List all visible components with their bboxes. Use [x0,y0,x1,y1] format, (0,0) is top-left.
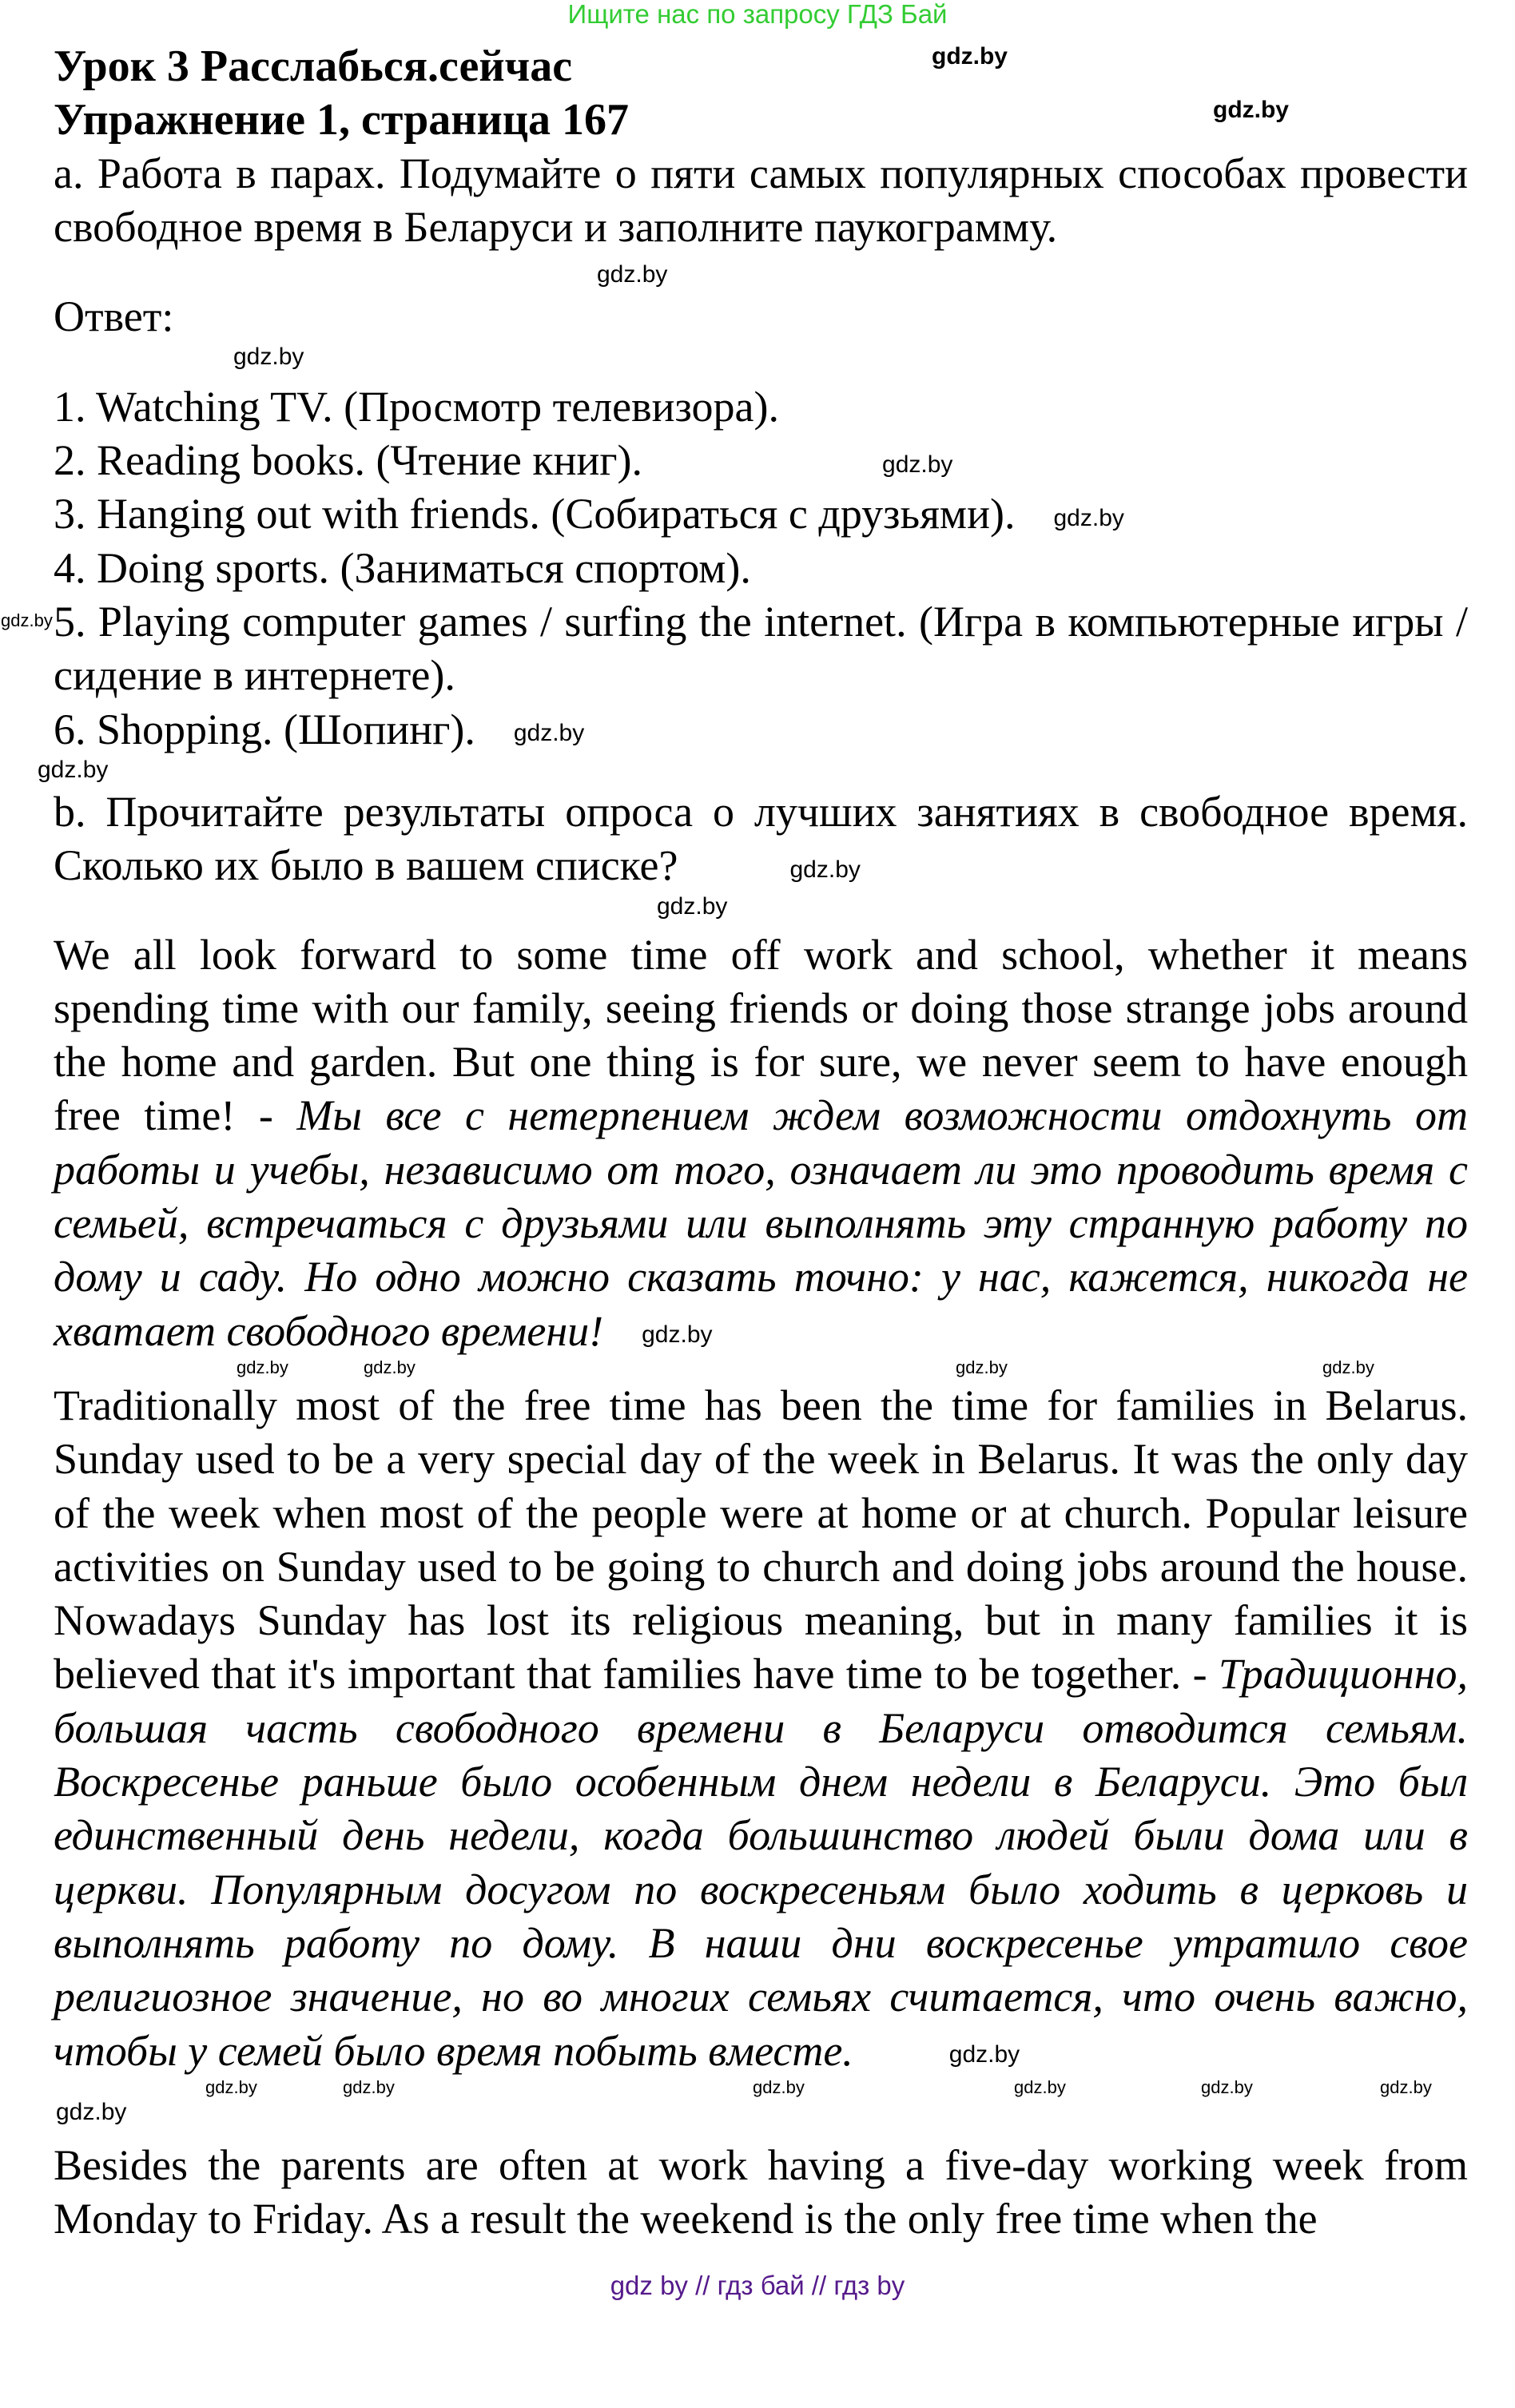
watermark: gdz.by [343,2076,395,2097]
paragraph-translation: Мы все с нетерпением ждем возможности отдохнуть от работы и учебы, независимо от того, означает ли это проводить время с семьей, встречаться с друзьями или выполнять эту странную работу по дому и саду. Но одно можно сказать точно: у нас, кажется, никогда не хватает свободного времени! [54,1091,1469,1355]
watermark: gdz.by [597,260,668,288]
task-a [54,147,1468,255]
answer-label: Ответ: [54,292,174,340]
watermark: gdz.by [233,343,304,370]
watermark: gdz.by [657,892,728,920]
watermark: gdz.by [1014,2076,1066,2097]
list-item [54,542,1468,595]
watermark: gdz.by [237,1357,288,1377]
watermark-row [54,893,1468,922]
watermark-row [54,344,1468,372]
task-b-sentence: b. Прочитайте результаты опроса о лучших занятиях в свободное время. Сколько их было в вашем списке? [54,787,1468,890]
watermark: gdz.by [56,2098,127,2125]
watermark-row [38,756,1468,785]
watermark-row [54,2099,1468,2128]
lesson-title-line [54,40,1468,93]
answer-list [1,380,1468,757]
watermark: gdz.by [642,1321,713,1349]
watermark: gdz.by [1053,505,1124,532]
footer-links[interactable]: gdz by // гдз бай // гдз by [610,2271,905,2301]
paragraph [54,1379,1468,2078]
watermark: gdz.by [1322,1357,1374,1377]
list-item [54,434,1468,487]
paragraph [54,928,1468,1358]
lesson-title: Урок 3 Расслабься.сейчас [54,42,573,91]
exercise-title-line [54,93,1468,147]
watermark: gdz.by [789,856,861,883]
paragraph-english: Traditionally most of the free time has been the time for families in Belarus. Sunday used to be a very special day of the week in Belarus. It was the only day of the week when most of the people were at home or at church. Popular leisure activities on Sunday used to be going to church and doing jobs around the house. Nowadays Sunday has lost its religious meaning, but in many families it is believed that it's important that families have time to be together. - [54,1381,1468,1699]
watermark: gdz.by [38,756,109,783]
watermark: gdz.by [1201,2076,1253,2097]
content-column [1,29,1469,2246]
paragraph-translation: Традиционно, большая часть свободного времени в Беларуси отводится семьям. Воскресенье раньше было особенным днем недели в Беларуси. Это был единственный день недели, когда большинство людей были дома или в церкви. Популярным досугом по воскресеньям было ходить в церковь и выполнять работу по дому. В наши дни воскресенье утратило свое религиозное значение, но во многих семьях считается, что очень важно, чтобы у семей было время побыть вместе. [54,1650,1468,2075]
watermark: gdz.by [364,1357,416,1377]
list-item-text: 4. Doing sports. (Заниматься спортом). [54,543,751,592]
list-item [1,595,1468,703]
list-item [54,703,1468,757]
watermark: gdz.by [513,720,585,747]
task-b-text [54,785,1468,893]
list-item-text: 6. Shopping. (Шопинг). [54,705,475,753]
watermark-row [54,261,1468,290]
task-b [54,785,1468,893]
watermark: gdz.by [1213,97,1289,123]
list-item-text: 3. Hanging out with friends. (Собираться с друзьями). [54,490,1016,538]
list-item [54,380,1468,434]
reading-text [54,928,1468,2099]
paragraph-english: We all look forward to some time off work and school, whether it means spending time with our family, seeing friends or doing those strange jobs around the home and garden. But one thing is for sure, we never seem to have enough free time! - [54,930,1468,1140]
watermark-row [54,2078,1468,2099]
watermark: gdz.by [205,2076,257,2097]
list-item-text: 2. Reading books. (Чтение книг). [54,436,643,485]
watermark: gdz.by [882,451,953,478]
list-item-text: 5. Playing computer games / surfing the internet. (Игра в компьютерные игры /сидение в интернете). [54,598,1468,700]
watermark: gdz.by [753,2076,805,2097]
list-item [54,487,1468,541]
watermark: gdz.by [1,610,53,631]
watermark: gdz.by [932,43,1008,70]
reading-text-continued [54,2139,1468,2247]
watermark: gdz.by [1380,2076,1432,2097]
task-a-text: a. Работа в парах. Подумайте о пяти самых популярных способах провести свободное время в Беларуси и заполните паукограмму. [54,149,1468,252]
watermark: gdz.by [948,2041,1020,2068]
watermark-row [54,1358,1468,1379]
search-hint-banner[interactable]: Ищите нас по запросу ГДЗ Бай [567,0,948,29]
watermark: gdz.by [956,1357,1008,1377]
list-item-text: 1. Watching TV. (Просмотр телевизора). [54,382,780,431]
paragraph: Besides the parents are often at work having a five-day working week from Monday to Friday. As a result the weekend is the only free time when the [54,2140,1468,2243]
exercise-title: Упражнение 1, страница 167 [54,95,630,145]
